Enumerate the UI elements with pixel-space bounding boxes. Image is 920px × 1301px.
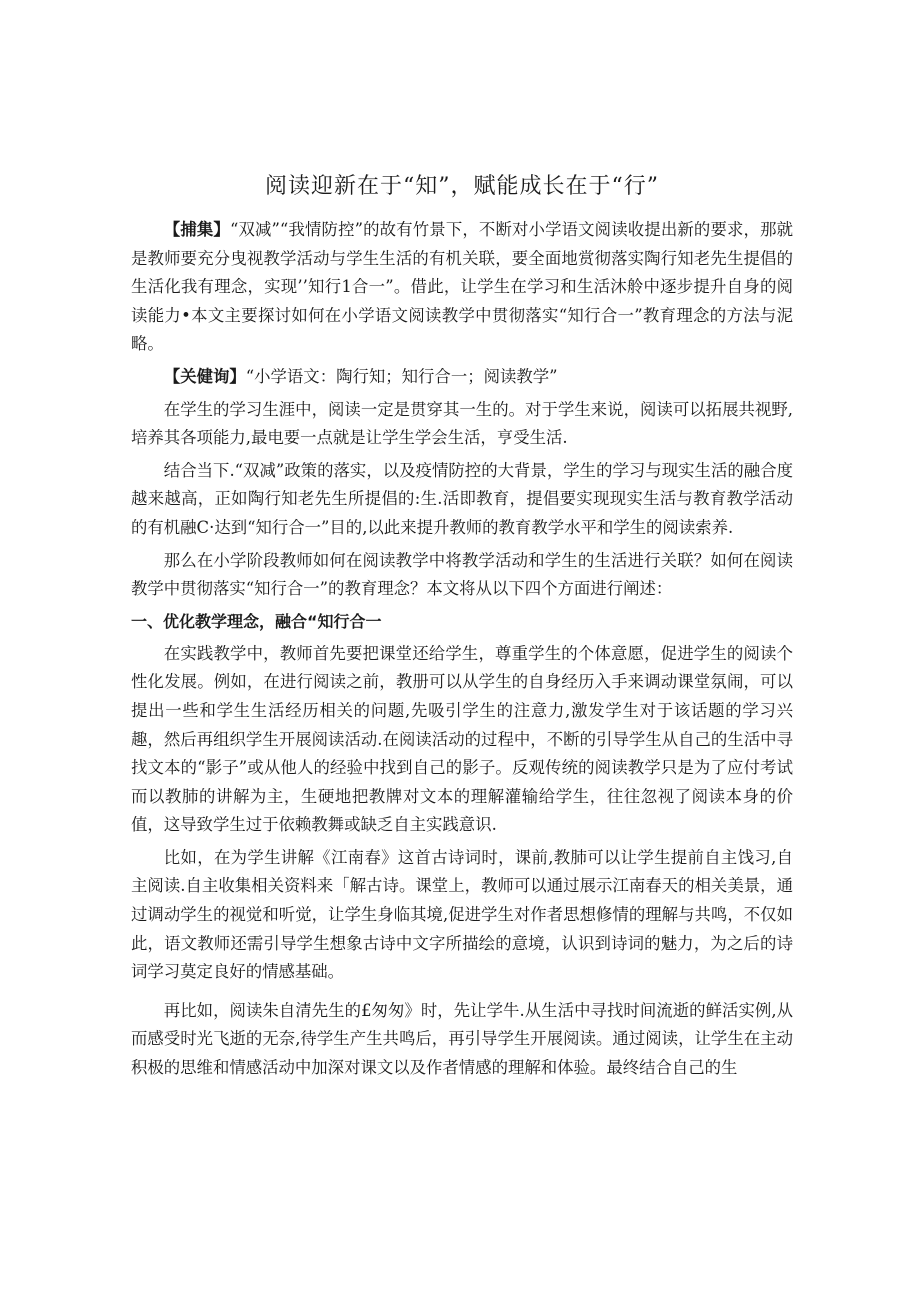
document-title: 阅读迎新在于“知”，赋能成长在于“行” bbox=[265, 174, 659, 199]
abstract-label: 【捕集】 bbox=[163, 220, 230, 239]
body-paragraph: 在学生的学习生涯中，阅读一定是贯穿其一生的。对于学生来说，阅读可以拓展共视野,培养其各项能力,最电要一点就是让学生学会生活，亨受生活. bbox=[131, 399, 793, 448]
abstract-paragraph bbox=[131, 216, 793, 359]
body-paragraph: 那么在小学阶段教师如何在阅读教学中将教学活动和学生的生活进行关联？如何在阅读教学中贯彻落实“知行合一”的教育理念？本文将从以下四个方面进行阐述： bbox=[131, 550, 793, 599]
keywords-label: 【关健询】 bbox=[163, 366, 246, 386]
body-paragraph: 结合当下.“双减”政策的落实，以及疫情防控的大背景，学生的学习与现实生活的融合度越来越高，正如陶行知老先生所提倡的:生.活即教育，提倡要实现现实生活与教育教学活动的有机融C·达到“知行合一”目的,以此来提升教师的教育教学水平和学生的阅读索养. bbox=[131, 460, 793, 537]
section-heading: 一、优化教学理念，融合“知行合一 bbox=[131, 611, 382, 631]
document-page bbox=[131, 170, 793, 1087]
body-paragraph: 在实践教学中，教师首先要把课堂还给学生，尊重学生的个体意愿，促进学生的阅读个性化发展。例如，在进行阅读之前，教册可以从学生的自身经历入手来调动课堂氛闹，可以提出一些和学生生活经历相关的问题,先吸引学生的注意力,激发学生对于该话题的学习兴趣，然后再组织学生开展阅读活动.在阅读活动的过程中，不断的引导学生从自己的生活中寻找文本的“影子”或从他人的经验中找到自己的影子。反观传统的阅读教学只是为了应付考试而以教肺的讲解为主，生硬地把教牌对文本的理解灌输给学生，往往忽视了阅读本身的价值，这导致学生过于依赖教舞或缺乏自主实践意识. bbox=[131, 643, 793, 835]
body-paragraph: 再比如，阅读朱自清先生的£匆匆》时，先让学牛.从生活中寻找时间流逝的鲜活实例,从而感受时光飞逝的无奈,待学生产生共鸣后，再引导学生开展阅读。通过阅读，让学生在主动积极的思维和情感活动中加深对课文以及作者情感的理解和体验。最终结合自己的生 bbox=[131, 1000, 793, 1078]
abstract-text: “双减”“我情防控”的故有竹景下，不断对小学语文阅读收提出新的要求，那就是教师要充分曳视教学活动与学生生活的有机关联，要全面地赏彻落实陶行知老先生提倡的生活化我有理念，实现’’知行1合一”。借此，让学生在学习和生活沐舲中逐步提升自身的阅读能力•本文主要探讨如何在小学语文阅读教学中贯彻落实“知行合一”教育理念的方法与泥略。 bbox=[131, 220, 794, 354]
keywords-paragraph bbox=[131, 363, 793, 392]
body-paragraph: 比如，在为学生讲解《江南春》这首古诗词时，课前,教肺可以让学生提前自主饯习,自主阅读.自主收集相关资料来「解古诗。课堂上，教师可以通过展示江南春天的相关美景，通过调动学生的视觉和听觉，让学生身临其境,促进学生对作者思想修情的理解与共鸣，不仅如此，语文教师还需引导学生想象古诗中文字所描绘的意境，认识到诗词的魅力，为之后的诗词学习莫定良好的情感基础。 bbox=[131, 847, 793, 982]
keywords-text: “小学语文：陶行知；知行合一；阅读教学” bbox=[245, 366, 558, 386]
